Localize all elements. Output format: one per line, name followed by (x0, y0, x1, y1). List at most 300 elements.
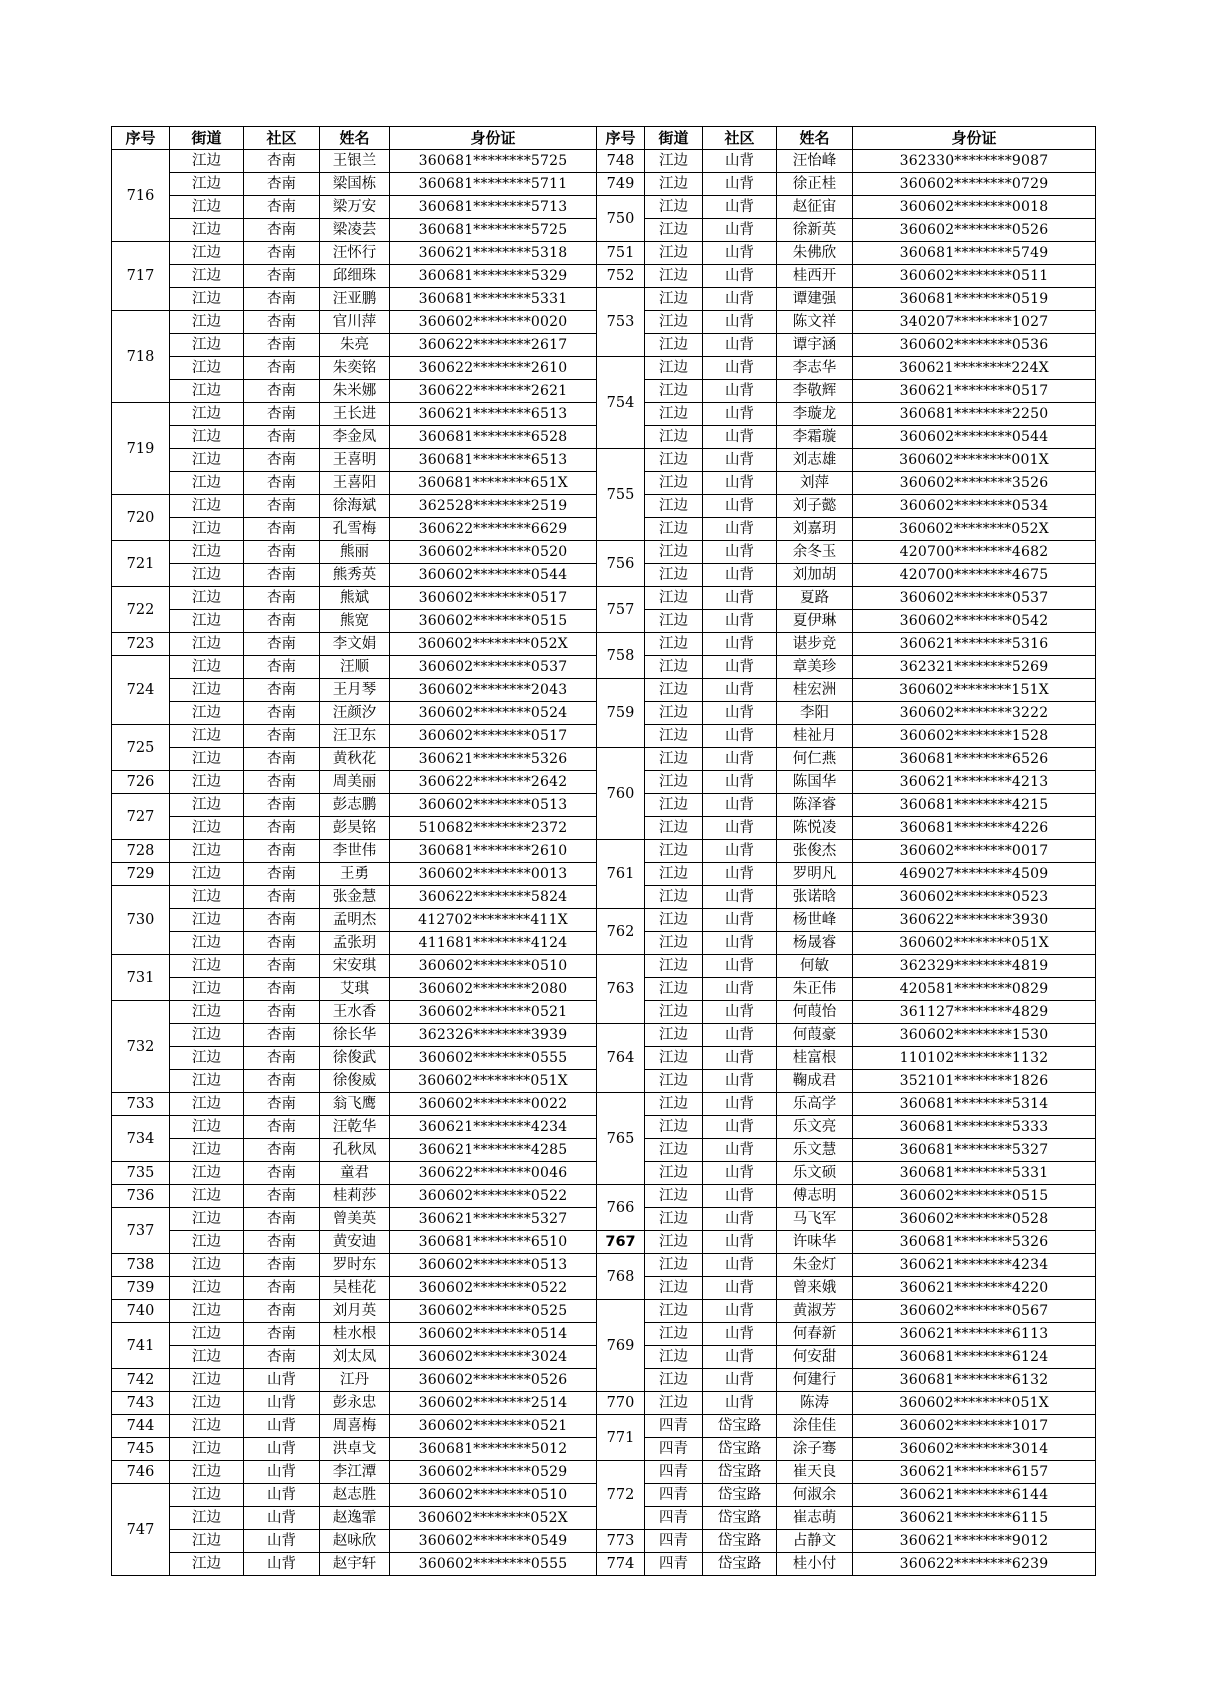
person-name-cell: 朱奕铭 (320, 357, 390, 380)
person-name-cell: 谌步竞 (777, 633, 853, 656)
sequence-number-cell: 754 (597, 357, 645, 449)
street-cell: 江边 (645, 311, 703, 334)
sequence-number-cell: 772 (597, 1461, 645, 1530)
person-name-cell: 汪亚鹏 (320, 288, 390, 311)
sequence-number-cell: 769 (597, 1300, 645, 1392)
sequence-number-cell: 737 (112, 1208, 170, 1254)
street-cell: 江边 (170, 817, 244, 840)
street-cell: 四青 (645, 1507, 703, 1530)
community-cell: 杏南 (244, 1346, 320, 1369)
id-number-cell: 360621********5326 (390, 748, 597, 771)
street-cell: 江边 (170, 403, 244, 426)
person-name-cell: 王长进 (320, 403, 390, 426)
street-cell: 江边 (170, 334, 244, 357)
id-number-cell: 360602********0544 (853, 426, 1096, 449)
street-cell: 江边 (645, 633, 703, 656)
id-number-cell: 411681********4124 (390, 932, 597, 955)
table-row (112, 1185, 1096, 1208)
street-cell: 江边 (645, 771, 703, 794)
id-number-cell: 360622********2642 (390, 771, 597, 794)
person-name-cell: 朱佛欣 (777, 242, 853, 265)
id-number-cell: 360621********4220 (853, 1277, 1096, 1300)
id-number-cell: 360602********0521 (390, 1415, 597, 1438)
community-cell: 杏南 (244, 242, 320, 265)
id-number-cell: 360681********5331 (853, 1162, 1096, 1185)
street-cell: 江边 (170, 909, 244, 932)
sequence-number-cell: 738 (112, 1254, 170, 1277)
street-cell: 江边 (645, 1047, 703, 1070)
id-number-cell: 360602********0513 (390, 794, 597, 817)
table-row (112, 587, 1096, 610)
street-cell: 江边 (645, 1185, 703, 1208)
community-cell: 杏南 (244, 1162, 320, 1185)
sequence-number-cell: 742 (112, 1369, 170, 1392)
community-cell: 山背 (703, 564, 777, 587)
community-cell: 杏南 (244, 679, 320, 702)
table-row (112, 679, 1096, 702)
community-cell: 山背 (703, 587, 777, 610)
table-row (112, 1300, 1096, 1323)
person-name-cell: 崔志萌 (777, 1507, 853, 1530)
sequence-number-cell: 724 (112, 656, 170, 725)
header-seq: 序号 (112, 127, 170, 150)
street-cell: 江边 (170, 1369, 244, 1392)
table-row (112, 955, 1096, 978)
street-cell: 江边 (645, 196, 703, 219)
street-cell: 江边 (170, 610, 244, 633)
person-name-cell: 童君 (320, 1162, 390, 1185)
id-number-cell: 510682********2372 (390, 817, 597, 840)
person-name-cell: 宋安琪 (320, 955, 390, 978)
community-cell: 杏南 (244, 840, 320, 863)
person-name-cell: 何葭怡 (777, 1001, 853, 1024)
community-cell: 杏南 (244, 1116, 320, 1139)
id-number-cell: 360602********0555 (390, 1553, 597, 1576)
id-number-cell: 360602********1530 (853, 1024, 1096, 1047)
person-name-cell: 官川萍 (320, 311, 390, 334)
table-row (112, 449, 1096, 472)
street-cell: 江边 (170, 1231, 244, 1254)
community-cell: 杏南 (244, 150, 320, 173)
person-name-cell: 章美珍 (777, 656, 853, 679)
person-name-cell: 刘嘉玥 (777, 518, 853, 541)
person-name-cell: 桂富根 (777, 1047, 853, 1070)
street-cell: 江边 (645, 932, 703, 955)
community-cell: 山背 (703, 242, 777, 265)
community-cell: 山背 (703, 1185, 777, 1208)
roster-page (111, 126, 1095, 1576)
street-cell: 江边 (645, 610, 703, 633)
roster-table (111, 126, 1096, 1576)
community-cell: 杏南 (244, 173, 320, 196)
person-name-cell: 王月琴 (320, 679, 390, 702)
header-street: 街道 (170, 127, 244, 150)
table-row (112, 1553, 1096, 1576)
id-number-cell: 360621********4285 (390, 1139, 597, 1162)
street-cell: 江边 (170, 1162, 244, 1185)
sequence-number-cell: 755 (597, 449, 645, 541)
id-number-cell: 360621********5318 (390, 242, 597, 265)
person-name-cell: 翁飞鹰 (320, 1093, 390, 1116)
id-number-cell: 362329********4819 (853, 955, 1096, 978)
street-cell: 江边 (645, 587, 703, 610)
person-name-cell: 汪顺 (320, 656, 390, 679)
person-name-cell: 夏伊琳 (777, 610, 853, 633)
person-name-cell: 崔天良 (777, 1461, 853, 1484)
person-name-cell: 李阳 (777, 702, 853, 725)
person-name-cell: 李霜璇 (777, 426, 853, 449)
header-id: 身份证 (853, 127, 1096, 150)
sequence-number-cell: 761 (597, 840, 645, 909)
id-number-cell: 360681********6132 (853, 1369, 1096, 1392)
id-number-cell: 360602********052X (390, 633, 597, 656)
community-cell: 杏南 (244, 1185, 320, 1208)
street-cell: 江边 (170, 1507, 244, 1530)
id-number-cell: 360622********6239 (853, 1553, 1096, 1576)
community-cell: 岱宝路 (703, 1507, 777, 1530)
community-cell: 杏南 (244, 1001, 320, 1024)
person-name-cell: 熊丽 (320, 541, 390, 564)
street-cell: 江边 (645, 1392, 703, 1415)
person-name-cell: 邱细珠 (320, 265, 390, 288)
table-row (112, 541, 1096, 564)
sequence-number-cell: 747 (112, 1484, 170, 1576)
community-cell: 山背 (703, 495, 777, 518)
sequence-number-cell: 758 (597, 633, 645, 679)
street-cell: 江边 (645, 1116, 703, 1139)
table-row (112, 1093, 1096, 1116)
community-cell: 山背 (703, 449, 777, 472)
sequence-number-cell: 756 (597, 541, 645, 587)
person-name-cell: 桂宏洲 (777, 679, 853, 702)
person-name-cell: 何淑余 (777, 1484, 853, 1507)
street-cell: 江边 (170, 265, 244, 288)
sequence-number-cell: 770 (597, 1392, 645, 1415)
id-number-cell: 360622********2621 (390, 380, 597, 403)
id-number-cell: 360621********5316 (853, 633, 1096, 656)
street-cell: 江边 (645, 656, 703, 679)
sequence-number-cell: 718 (112, 311, 170, 403)
table-row (112, 1392, 1096, 1415)
street-cell: 江边 (645, 1208, 703, 1231)
street-cell: 江边 (645, 403, 703, 426)
street-cell: 江边 (645, 173, 703, 196)
community-cell: 岱宝路 (703, 1415, 777, 1438)
header-row (112, 127, 1096, 150)
id-number-cell: 360622********2610 (390, 357, 597, 380)
sequence-number-cell: 764 (597, 1024, 645, 1093)
id-number-cell: 360622********3930 (853, 909, 1096, 932)
community-cell: 山背 (703, 334, 777, 357)
street-cell: 江边 (645, 955, 703, 978)
street-cell: 江边 (645, 495, 703, 518)
community-cell: 山背 (703, 1277, 777, 1300)
community-cell: 山背 (703, 748, 777, 771)
community-cell: 杏南 (244, 794, 320, 817)
street-cell: 江边 (170, 1530, 244, 1553)
person-name-cell: 刘萍 (777, 472, 853, 495)
id-number-cell: 360621********6113 (853, 1323, 1096, 1346)
sequence-number-cell: 748 (597, 150, 645, 173)
street-cell: 江边 (645, 219, 703, 242)
community-cell: 山背 (703, 518, 777, 541)
sequence-number-cell: 723 (112, 633, 170, 656)
community-cell: 杏南 (244, 656, 320, 679)
sequence-number-cell: 725 (112, 725, 170, 771)
community-cell: 杏南 (244, 1254, 320, 1277)
id-number-cell: 360602********051X (853, 932, 1096, 955)
street-cell: 江边 (170, 1093, 244, 1116)
id-number-cell: 360621********4234 (390, 1116, 597, 1139)
sequence-number-cell: 721 (112, 541, 170, 587)
community-cell: 山背 (703, 863, 777, 886)
id-number-cell: 360602********0544 (390, 564, 597, 587)
community-cell: 山背 (703, 1392, 777, 1415)
community-cell: 杏南 (244, 403, 320, 426)
street-cell: 江边 (645, 357, 703, 380)
community-cell: 杏南 (244, 1139, 320, 1162)
street-cell: 江边 (170, 1415, 244, 1438)
person-name-cell: 陈涛 (777, 1392, 853, 1415)
sequence-number-cell: 752 (597, 265, 645, 288)
street-cell: 四青 (645, 1484, 703, 1507)
street-cell: 江边 (645, 1070, 703, 1093)
community-cell: 山背 (703, 1208, 777, 1231)
person-name-cell: 桂西开 (777, 265, 853, 288)
id-number-cell: 420700********4682 (853, 541, 1096, 564)
street-cell: 江边 (645, 725, 703, 748)
street-cell: 江边 (645, 1254, 703, 1277)
street-cell: 四青 (645, 1530, 703, 1553)
street-cell: 江边 (645, 1300, 703, 1323)
community-cell: 山背 (703, 150, 777, 173)
id-number-cell: 420581********0829 (853, 978, 1096, 1001)
person-name-cell: 涂子骞 (777, 1438, 853, 1461)
id-number-cell: 110102********1132 (853, 1047, 1096, 1070)
street-cell: 江边 (645, 909, 703, 932)
sequence-number-cell: 762 (597, 909, 645, 955)
id-number-cell: 360681********6513 (390, 449, 597, 472)
person-name-cell: 黄安迪 (320, 1231, 390, 1254)
community-cell: 杏南 (244, 219, 320, 242)
id-number-cell: 360602********2080 (390, 978, 597, 1001)
id-number-cell: 361127********4829 (853, 1001, 1096, 1024)
community-cell: 山背 (703, 1093, 777, 1116)
community-cell: 杏南 (244, 334, 320, 357)
person-name-cell: 谭宇涵 (777, 334, 853, 357)
id-number-cell: 360602********0537 (853, 587, 1096, 610)
person-name-cell: 汪乾华 (320, 1116, 390, 1139)
person-name-cell: 梁万安 (320, 196, 390, 219)
id-number-cell: 360602********0520 (390, 541, 597, 564)
street-cell: 江边 (170, 1185, 244, 1208)
table-row (112, 840, 1096, 863)
id-number-cell: 360602********0555 (390, 1047, 597, 1070)
sequence-number-cell: 751 (597, 242, 645, 265)
person-name-cell: 鞠成君 (777, 1070, 853, 1093)
community-cell: 山背 (703, 725, 777, 748)
sequence-number-cell: 722 (112, 587, 170, 633)
id-number-cell: 360602********0517 (390, 725, 597, 748)
street-cell: 江边 (170, 564, 244, 587)
street-cell: 江边 (645, 1024, 703, 1047)
community-cell: 岱宝路 (703, 1553, 777, 1576)
id-number-cell: 360621********6144 (853, 1484, 1096, 1507)
person-name-cell: 李金凤 (320, 426, 390, 449)
person-name-cell: 桂小付 (777, 1553, 853, 1576)
community-cell: 杏南 (244, 495, 320, 518)
person-name-cell: 汪颜汐 (320, 702, 390, 725)
person-name-cell: 乐高学 (777, 1093, 853, 1116)
person-name-cell: 桂祉月 (777, 725, 853, 748)
community-cell: 杏南 (244, 886, 320, 909)
street-cell: 四青 (645, 1438, 703, 1461)
id-number-cell: 469027********4509 (853, 863, 1096, 886)
person-name-cell: 傅志明 (777, 1185, 853, 1208)
sequence-number-cell: 746 (112, 1461, 170, 1484)
person-name-cell: 赵志胜 (320, 1484, 390, 1507)
table-row (112, 357, 1096, 380)
street-cell: 江边 (170, 541, 244, 564)
street-cell: 江边 (170, 1300, 244, 1323)
table-row (112, 242, 1096, 265)
person-name-cell: 谭建强 (777, 288, 853, 311)
sequence-number-cell: 734 (112, 1116, 170, 1162)
id-number-cell: 360602********0020 (390, 311, 597, 334)
person-name-cell: 占静文 (777, 1530, 853, 1553)
person-name-cell: 梁国栋 (320, 173, 390, 196)
person-name-cell: 徐正桂 (777, 173, 853, 196)
person-name-cell: 陈文祥 (777, 311, 853, 334)
street-cell: 江边 (645, 242, 703, 265)
community-cell: 杏南 (244, 748, 320, 771)
sequence-number-cell: 744 (112, 1415, 170, 1438)
sequence-number-cell: 750 (597, 196, 645, 242)
community-cell: 杏南 (244, 978, 320, 1001)
street-cell: 江边 (645, 472, 703, 495)
street-cell: 江边 (645, 150, 703, 173)
id-number-cell: 360602********3024 (390, 1346, 597, 1369)
street-cell: 江边 (170, 725, 244, 748)
community-cell: 山背 (703, 472, 777, 495)
table-row (112, 748, 1096, 771)
community-cell: 杏南 (244, 633, 320, 656)
community-cell: 山背 (703, 886, 777, 909)
id-number-cell: 360602********0523 (853, 886, 1096, 909)
id-number-cell: 360602********0526 (853, 219, 1096, 242)
id-number-cell: 360602********3222 (853, 702, 1096, 725)
community-cell: 杏南 (244, 1024, 320, 1047)
community-cell: 山背 (703, 978, 777, 1001)
id-number-cell: 360681********5713 (390, 196, 597, 219)
street-cell: 江边 (170, 150, 244, 173)
person-name-cell: 刘月英 (320, 1300, 390, 1323)
street-cell: 江边 (170, 748, 244, 771)
id-number-cell: 360602********0529 (390, 1461, 597, 1484)
person-name-cell: 彭昊铭 (320, 817, 390, 840)
sequence-number-cell: 766 (597, 1185, 645, 1231)
street-cell: 江边 (170, 1001, 244, 1024)
person-name-cell: 黄秋花 (320, 748, 390, 771)
sequence-number-cell: 720 (112, 495, 170, 541)
community-cell: 杏南 (244, 932, 320, 955)
street-cell: 江边 (645, 1162, 703, 1185)
community-cell: 杏南 (244, 357, 320, 380)
id-number-cell: 360602********0729 (853, 173, 1096, 196)
id-number-cell: 360602********0018 (853, 196, 1096, 219)
community-cell: 杏南 (244, 518, 320, 541)
id-number-cell: 360602********1017 (853, 1415, 1096, 1438)
person-name-cell: 陈国华 (777, 771, 853, 794)
community-cell: 山背 (703, 656, 777, 679)
community-cell: 山背 (244, 1392, 320, 1415)
id-number-cell: 360602********0017 (853, 840, 1096, 863)
table-row (112, 1231, 1096, 1254)
street-cell: 四青 (645, 1415, 703, 1438)
community-cell: 杏南 (244, 541, 320, 564)
id-number-cell: 360621********0517 (853, 380, 1096, 403)
street-cell: 江边 (170, 1323, 244, 1346)
person-name-cell: 乐文亮 (777, 1116, 853, 1139)
person-name-cell: 周喜梅 (320, 1415, 390, 1438)
community-cell: 山背 (703, 541, 777, 564)
id-number-cell: 360602********1528 (853, 725, 1096, 748)
id-number-cell: 360681********5012 (390, 1438, 597, 1461)
community-cell: 杏南 (244, 196, 320, 219)
person-name-cell: 黄淑芳 (777, 1300, 853, 1323)
community-cell: 山背 (703, 380, 777, 403)
id-number-cell: 360681********5327 (853, 1139, 1096, 1162)
header-community: 社区 (244, 127, 320, 150)
person-name-cell: 曾美英 (320, 1208, 390, 1231)
street-cell: 江边 (645, 1323, 703, 1346)
id-number-cell: 360681********2250 (853, 403, 1096, 426)
community-cell: 山背 (703, 1162, 777, 1185)
person-name-cell: 熊秀英 (320, 564, 390, 587)
sequence-number-cell: 753 (597, 288, 645, 357)
id-number-cell: 360622********5824 (390, 886, 597, 909)
community-cell: 山背 (703, 265, 777, 288)
id-number-cell: 360681********651X (390, 472, 597, 495)
street-cell: 江边 (645, 518, 703, 541)
person-name-cell: 乐文慧 (777, 1139, 853, 1162)
header-community: 社区 (703, 127, 777, 150)
community-cell: 山背 (244, 1438, 320, 1461)
sequence-number-cell: 743 (112, 1392, 170, 1415)
street-cell: 江边 (170, 1461, 244, 1484)
id-number-cell: 360621********5327 (390, 1208, 597, 1231)
person-name-cell: 乐文硕 (777, 1162, 853, 1185)
person-name-cell: 何敏 (777, 955, 853, 978)
community-cell: 杏南 (244, 1231, 320, 1254)
person-name-cell: 桂莉莎 (320, 1185, 390, 1208)
community-cell: 岱宝路 (703, 1484, 777, 1507)
table-row (112, 196, 1096, 219)
id-number-cell: 360602********052X (390, 1507, 597, 1530)
person-name-cell: 王银兰 (320, 150, 390, 173)
street-cell: 江边 (170, 863, 244, 886)
id-number-cell: 360681********5331 (390, 288, 597, 311)
community-cell: 岱宝路 (703, 1438, 777, 1461)
street-cell: 江边 (170, 288, 244, 311)
id-number-cell: 360602********052X (853, 518, 1096, 541)
table-row (112, 909, 1096, 932)
person-name-cell: 孔雪梅 (320, 518, 390, 541)
street-cell: 江边 (170, 449, 244, 472)
sequence-number-cell: 730 (112, 886, 170, 955)
person-name-cell: 吴桂花 (320, 1277, 390, 1300)
id-number-cell: 360602********2043 (390, 679, 597, 702)
